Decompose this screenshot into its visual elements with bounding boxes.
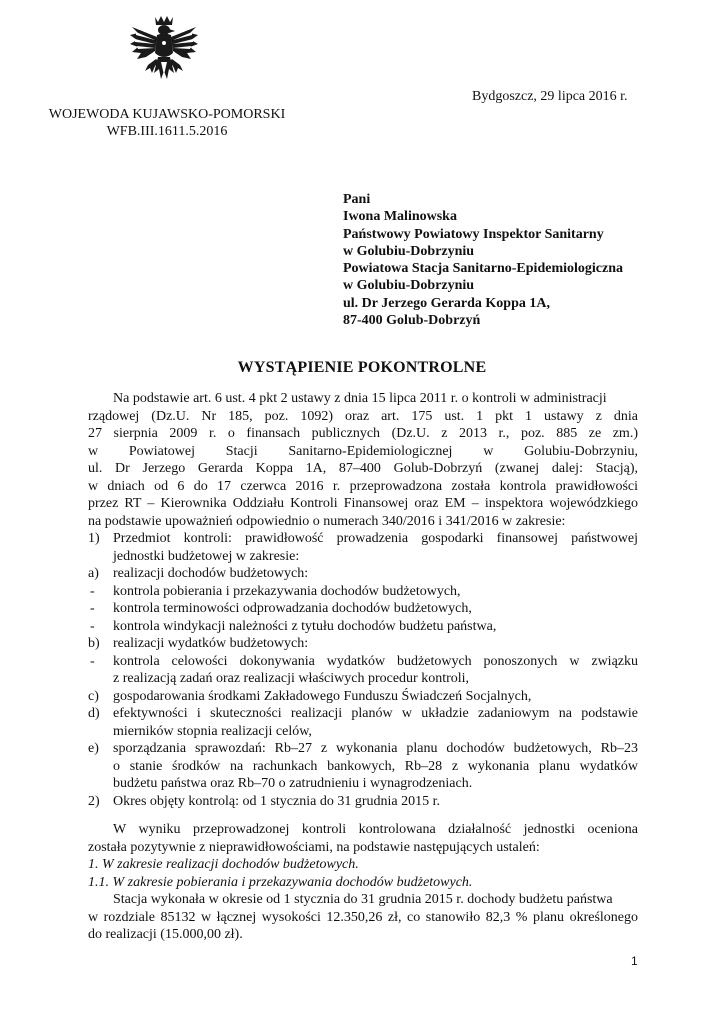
list-item-text: Okres objęty kontrolą: od 1 stycznia do 31 grudnia 2015 r. bbox=[113, 793, 440, 809]
intro-line: przez RT – Kierownika Oddziału Kontroli Finansowej oraz EM – inspektora wojewódzkiego bbox=[88, 496, 638, 511]
recipient-line: Iwona Malinowska bbox=[343, 209, 457, 225]
dash-marker: - bbox=[90, 601, 95, 616]
list-marker: a) bbox=[88, 566, 99, 581]
section-heading: 1. W zakresie realizacji dochodów budżetowych. bbox=[88, 857, 359, 872]
intro-line: w dniach od 6 do 17 czerwca 2016 r. przeprowadzona została kontrola prawidłowości bbox=[88, 478, 638, 494]
letter-date: Bydgoszcz, 29 lipca 2016 r. bbox=[472, 89, 628, 104]
sender-reference: WFB.III.1611.5.2016 bbox=[106, 124, 228, 139]
subsection-heading: 1.1. W zakresie pobierania i przekazywania dochodów budżetowych. bbox=[88, 874, 473, 890]
body-line: do realizacji (15.000,00 zł). bbox=[88, 927, 243, 942]
list-item-text: kontrola windykacji należności z tytułu dochodów budżetu państwa, bbox=[113, 618, 497, 634]
list-marker: b) bbox=[88, 636, 100, 651]
list-item-text: z realizacją zadań oraz realizacji właściwych procedur kontroli, bbox=[113, 671, 470, 686]
recipient-line: w Golubiu-Dobrzyniu bbox=[343, 278, 475, 294]
list-item-text: o stanie środków na rachunkach bankowych, Rb–28 z wykonania planu wydatków bbox=[113, 758, 638, 774]
list-item-text: efektywności i skuteczności realizacji planów w układzie zadaniowym na podstawie bbox=[113, 706, 638, 721]
list-marker: 2) bbox=[88, 793, 100, 809]
dash-marker: - bbox=[90, 583, 95, 599]
sender-name: WOJEWODA KUJAWSKO-POMORSKI bbox=[48, 107, 286, 122]
body-line: Stacja wykonała w okresie od 1 stycznia do 31 grudnia 2015 r. dochody budżetu państwa bbox=[113, 892, 613, 907]
recipient-line: w Golubiu-Dobrzyniu bbox=[343, 243, 475, 259]
assessment-line: W wyniku przeprowadzonej kontroli kontrolowana działalność jednostki oceniona bbox=[113, 822, 638, 837]
recipient-line: Pani bbox=[343, 192, 371, 207]
assessment-line: została pozytywnie z nieprawidłowościami, na podstawie następujących ustaleń: bbox=[88, 839, 540, 855]
intro-line: 27 sierpnia 2009 r. o finansach publicznych (Dz.U. z 2013 r., poz. 885 ze zm.) bbox=[88, 426, 638, 441]
list-item-text: gospodarowania środkami Zakładowego Funduszu Świadczeń Socjalnych, bbox=[113, 688, 532, 704]
sender-block bbox=[44, 106, 290, 140]
intro-line: na podstawie upoważnień odpowiednio o numerach 340/2016 i 341/2016 w zakresie: bbox=[88, 513, 566, 529]
polish-eagle-emblem-icon bbox=[128, 13, 200, 87]
list-item-text: budżetu państwa oraz Rb–70 o zatrudnieniu i wynagrodzeniach. bbox=[113, 776, 473, 791]
list-item-text: sporządzania sprawozdań: Rb–27 z wykonania planu dochodów budżetowych, Rb–23 bbox=[113, 741, 638, 756]
document-title: WYSTĄPIENIE POKONTROLNE bbox=[237, 359, 487, 376]
recipient-address bbox=[343, 191, 623, 329]
recipient-line: 87-400 Golub-Dobrzyń bbox=[343, 313, 481, 329]
list-marker: d) bbox=[88, 706, 100, 721]
list-marker: 1) bbox=[88, 531, 100, 546]
recipient-line: ul. Dr Jerzego Gerarda Koppa 1A, bbox=[343, 295, 550, 311]
intro-line: rządowej (Dz.U. Nr 185, poz. 1092) oraz art. 175 ust. 1 pkt 1 ustawy z dnia bbox=[88, 408, 638, 424]
list-item-text: kontrola terminowości odprowadzania dochodów budżetowych, bbox=[113, 601, 472, 616]
list-marker: c) bbox=[88, 688, 99, 704]
list-item-text: kontrola pobierania i przekazywania dochodów budżetowych, bbox=[113, 583, 461, 599]
intro-line: Na podstawie art. 6 ust. 4 pkt 2 ustawy z dnia 15 lipca 2011 r. o kontroli w administracji bbox=[113, 391, 607, 406]
dash-marker: - bbox=[90, 653, 95, 669]
list-item-text: jednostki budżetowej w zakresie: bbox=[113, 548, 300, 564]
intro-line: w Powiatowej Stacji Sanitarno-Epidemiologicznej w Golubiu-Dobrzyniu, bbox=[88, 443, 638, 459]
recipient-line: Powiatowa Stacja Sanitarno-Epidemiologiczna bbox=[343, 261, 623, 277]
body-line: w rozdziale 85132 w łącznej wysokości 12.350,26 zł, co stanowiło 82,3 % planu określonego bbox=[88, 909, 638, 925]
list-marker: e) bbox=[88, 741, 99, 756]
recipient-line: Państwowy Powiatowy Inspektor Sanitarny bbox=[343, 226, 604, 242]
page-number: 1 bbox=[631, 954, 638, 968]
intro-line: ul. Dr Jerzego Gerarda Koppa 1A, 87–400 Golub-Dobrzyń (zwanej dalej: Stacją), bbox=[88, 461, 638, 476]
list-item-text: realizacji dochodów budżetowych: bbox=[113, 566, 309, 581]
list-item-text: kontrola celowości dokonywania wydatków budżetowych ponoszonych w związku bbox=[113, 653, 638, 669]
list-item-text: realizacji wydatków budżetowych: bbox=[113, 636, 309, 651]
list-item-text: mierników stopnia realizacji celów, bbox=[113, 723, 312, 739]
list-item-text: Przedmiot kontroli: prawidłowość prowadzenia gospodarki finansowej państwowej bbox=[113, 531, 638, 546]
dash-marker: - bbox=[90, 618, 95, 634]
